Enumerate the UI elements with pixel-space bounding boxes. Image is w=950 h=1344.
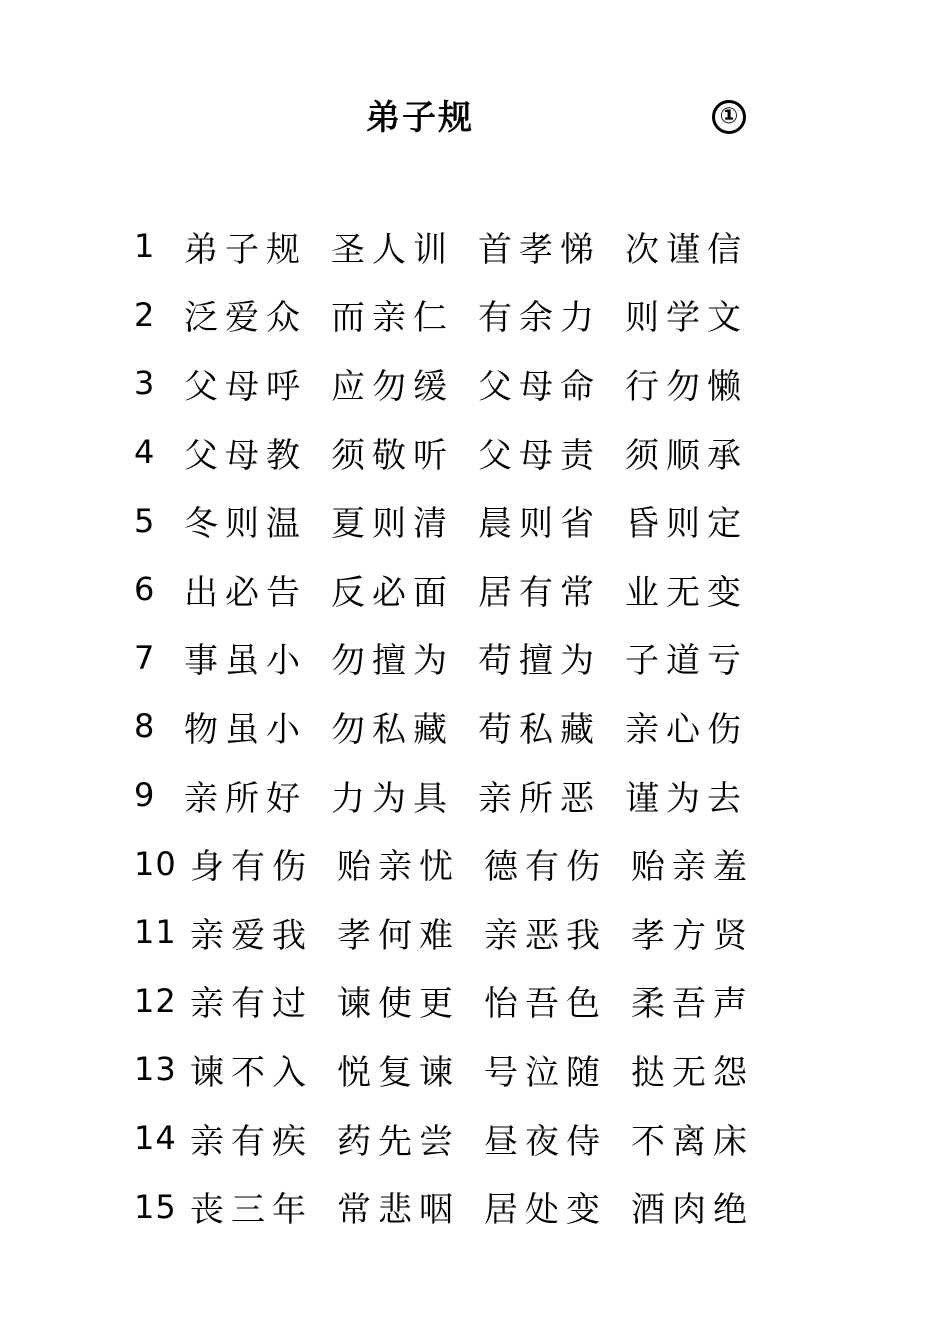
verse-list [134,212,834,1241]
verse-number: 14 [134,1119,177,1158]
verse-row [134,624,834,693]
verse-phrase: 则学文 [625,298,748,339]
verse-number: 12 [134,981,177,1020]
verse-phrase: 孝方贤 [631,915,754,956]
verse-phrase: 号泣随 [484,1052,607,1093]
verse-phrase: 昼夜侍 [484,1121,607,1162]
verse-row [134,555,834,624]
verse-phrase: 勿私藏 [331,709,454,750]
verse-phrase: 有余力 [478,298,601,339]
verse-row [134,898,834,967]
verse-phrase: 柔吾声 [631,984,754,1025]
verse-phrase: 酒肉绝 [631,1190,754,1231]
verse-number: 7 [134,638,156,677]
verse-phrase: 反必面 [331,572,454,613]
verse-phrase: 常悲咽 [337,1190,460,1231]
verse-phrase: 谏使更 [337,984,460,1025]
verse-number: 6 [134,570,156,609]
verse-phrase: 居处变 [484,1190,607,1231]
verse-phrase: 勿擅为 [331,641,454,682]
verse-phrase: 须顺承 [625,435,748,476]
verse-phrase: 挞无怨 [631,1052,754,1093]
verse-phrase: 父母呼 [184,366,307,407]
verse-row [134,967,834,1036]
verse-phrase: 居有常 [478,572,601,613]
verse-phrase: 昏则定 [625,504,748,545]
verse-phrase: 物虽小 [184,709,307,750]
verse-phrase: 首孝悌 [478,229,601,270]
verse-phrase: 晨则省 [478,504,601,545]
verse-phrase: 而亲仁 [331,298,454,339]
verse-phrase: 父母教 [184,435,307,476]
verse-phrase: 贻亲忧 [337,847,460,888]
verse-phrase: 谏不入 [190,1052,313,1093]
verse-phrase: 弟子规 [184,229,307,270]
verse-row [134,418,834,487]
verse-phrase: 泛爱众 [184,298,307,339]
verse-number: 15 [134,1187,177,1226]
verse-phrase: 亲有疾 [190,1121,313,1162]
verse-row [134,1172,834,1241]
verse-phrase: 父母责 [478,435,601,476]
verse-phrase: 谨为去 [625,778,748,819]
verse-number: 1 [134,227,156,266]
verse-row [134,1035,834,1104]
verse-phrase: 须敬听 [331,435,454,476]
verse-phrase: 行勿懒 [625,366,748,407]
verse-row [134,486,834,555]
verse-number: 10 [134,844,177,883]
verse-row [134,829,834,898]
verse-number: 5 [134,501,156,540]
verse-phrase: 德有伤 [484,847,607,888]
verse-phrase: 力为具 [331,778,454,819]
verse-row [134,212,834,281]
verse-phrase: 出必告 [184,572,307,613]
verse-phrase: 父母命 [478,366,601,407]
verse-number: 3 [134,364,156,403]
verse-phrase: 应勿缓 [331,366,454,407]
verse-number: 8 [134,707,156,746]
verse-phrase: 亲心伤 [625,709,748,750]
verse-phrase: 亲爱我 [190,915,313,956]
verse-row [134,761,834,830]
verse-phrase: 子道亏 [625,641,748,682]
verse-number: 4 [134,433,156,472]
verse-phrase: 事虽小 [184,641,307,682]
verse-phrase: 丧三年 [190,1190,313,1231]
document-title: 弟子规 [366,98,474,138]
verse-row [134,349,834,418]
verse-number: 2 [134,295,156,334]
verse-phrase: 业无变 [625,572,748,613]
verse-phrase: 苟擅为 [478,641,601,682]
verse-number: 11 [134,913,177,952]
verse-phrase: 孝何难 [337,915,460,956]
verse-phrase: 亲所好 [184,778,307,819]
verse-row [134,1104,834,1173]
verse-phrase: 贻亲羞 [631,847,754,888]
verse-phrase: 亲所恶 [478,778,601,819]
verse-phrase: 圣人训 [331,229,454,270]
verse-phrase: 冬则温 [184,504,307,545]
verse-row [134,281,834,350]
page-number-mark: ① [712,100,746,134]
verse-phrase: 不离床 [631,1121,754,1162]
verse-phrase: 苟私藏 [478,709,601,750]
verse-phrase: 夏则清 [331,504,454,545]
verse-phrase: 亲有过 [190,984,313,1025]
verse-phrase: 亲恶我 [484,915,607,956]
verse-row [134,692,834,761]
verse-phrase: 次谨信 [625,229,748,270]
verse-number: 9 [134,776,156,815]
verse-phrase: 怡吾色 [484,984,607,1025]
verse-number: 13 [134,1050,177,1089]
verse-phrase: 身有伤 [190,847,313,888]
verse-phrase: 悦复谏 [337,1052,460,1093]
verse-phrase: 药先尝 [337,1121,460,1162]
